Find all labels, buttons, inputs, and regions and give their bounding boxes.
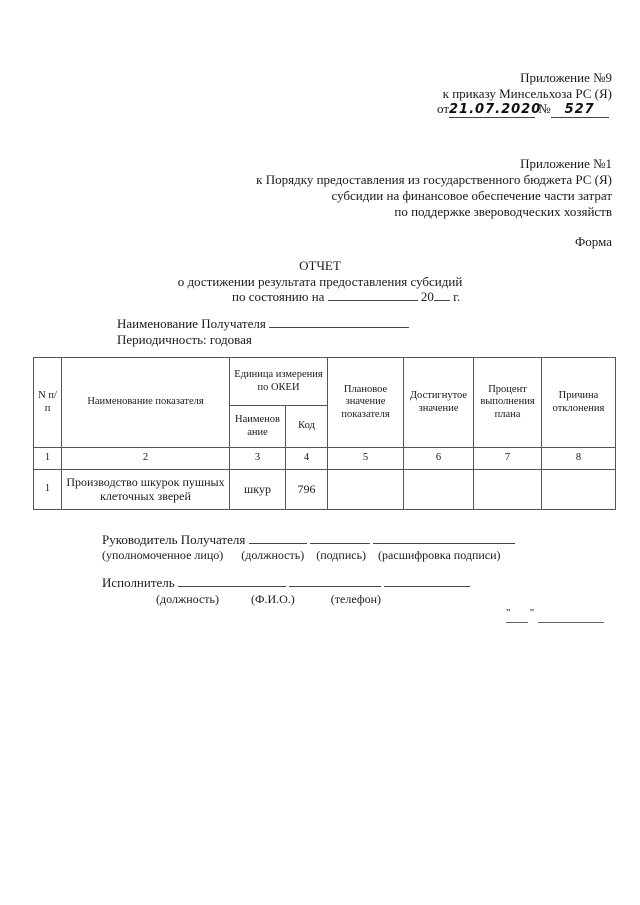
caption-position: (должность): [241, 548, 305, 562]
handwritten-date: 21.07.2020: [449, 102, 542, 117]
caption-signature: (подпись): [316, 548, 367, 562]
header-name: Наименование показателя: [62, 358, 230, 448]
as-of-date-field[interactable]: [328, 300, 418, 301]
appendix9-title: Приложение №9: [520, 70, 612, 85]
appendix1-line3: субсидии на финансовое обеспечение части затрат: [331, 188, 612, 203]
caption-signature-decoding: (расшифровка подписи): [378, 548, 501, 562]
handwritten-number: 527: [564, 102, 595, 117]
report-title: ОТЧЕТ: [299, 258, 341, 273]
signature-month-year-field[interactable]: [538, 622, 604, 623]
report-table: [33, 357, 616, 510]
row-unit-code: 796: [286, 470, 328, 510]
appendix1-title: Приложение №1: [520, 156, 612, 171]
head-label: Руководитель Получателя: [102, 532, 246, 547]
recipient-line: [117, 316, 409, 332]
executor-line: [102, 575, 470, 591]
col-num-3: 3: [230, 448, 286, 470]
col-num-1: 1: [34, 448, 62, 470]
executor-name-field[interactable]: [289, 586, 381, 587]
header-unit: Единица измерения по ОКЕИ: [230, 358, 328, 406]
executor-phone-field[interactable]: [384, 586, 470, 587]
number-sign: №: [538, 101, 551, 116]
header-percent: Процент выполнения плана: [474, 358, 542, 448]
signature-date-quotes: " ": [506, 607, 535, 619]
recipient-label: Наименование Получателя: [117, 316, 266, 331]
row-num: 1: [34, 470, 62, 510]
head-name-field[interactable]: [373, 543, 515, 544]
recipient-field[interactable]: [269, 327, 409, 328]
form-label: Форма: [575, 234, 612, 249]
col-num-7: 7: [474, 448, 542, 470]
header-num: N п/п: [34, 358, 62, 448]
signature-day-field[interactable]: [506, 622, 528, 623]
row-reason-cell[interactable]: [542, 470, 616, 510]
col-num-5: 5: [328, 448, 404, 470]
year-field[interactable]: [434, 300, 450, 301]
head-captions: [102, 548, 501, 563]
as-of-label: по состоянию на: [232, 289, 325, 304]
header-unit-name: Наименование: [230, 406, 286, 448]
report-as-of-line: [232, 289, 460, 305]
header-unit-code: Код: [286, 406, 328, 448]
col-num-6: 6: [404, 448, 474, 470]
appendix1-line4: по поддержке звероводческих хозяйств: [394, 204, 612, 219]
date-prefix: от: [437, 101, 450, 116]
caption-authorized-person: (уполномоченное лицо): [102, 548, 224, 562]
head-signature-line: [102, 532, 515, 548]
col-num-4: 4: [286, 448, 328, 470]
executor-captions: [156, 592, 381, 607]
caption-exec-phone: (телефон): [330, 592, 382, 606]
col-num-2: 2: [62, 448, 230, 470]
caption-exec-position: (должность): [156, 592, 219, 606]
header-reason: Причина отклонения: [542, 358, 616, 448]
caption-exec-fio: (Ф.И.О.): [250, 592, 295, 606]
col-num-8: 8: [542, 448, 616, 470]
row-achieved-cell[interactable]: [404, 470, 474, 510]
appendix9-date-line: [437, 101, 609, 118]
row-unit-name: шкур: [230, 470, 286, 510]
year-suffix: г.: [453, 289, 461, 304]
row-plan-cell[interactable]: [328, 470, 404, 510]
header-achieved: Достигнутое значение: [404, 358, 474, 448]
row-percent-cell[interactable]: [474, 470, 542, 510]
appendix1-line2: к Порядку предоставления из государственного бюджета РС (Я): [256, 172, 612, 187]
header-plan: Плановое значение показателя: [328, 358, 404, 448]
executor-label: Исполнитель: [102, 575, 175, 590]
appendix9-order: к приказу Минсельхоза РС (Я): [442, 86, 612, 101]
table-row: [34, 470, 616, 510]
periodicity: Периодичность: годовая: [117, 332, 252, 347]
row-indicator-name: Производство шкурок пушных клеточных зверей: [62, 470, 230, 510]
report-subtitle: о достижении результата предоставления субсидий: [177, 274, 463, 289]
head-signature-field[interactable]: [310, 543, 370, 544]
year-prefix: 20: [420, 289, 434, 304]
executor-position-field[interactable]: [178, 586, 286, 587]
head-position-field[interactable]: [249, 543, 307, 544]
